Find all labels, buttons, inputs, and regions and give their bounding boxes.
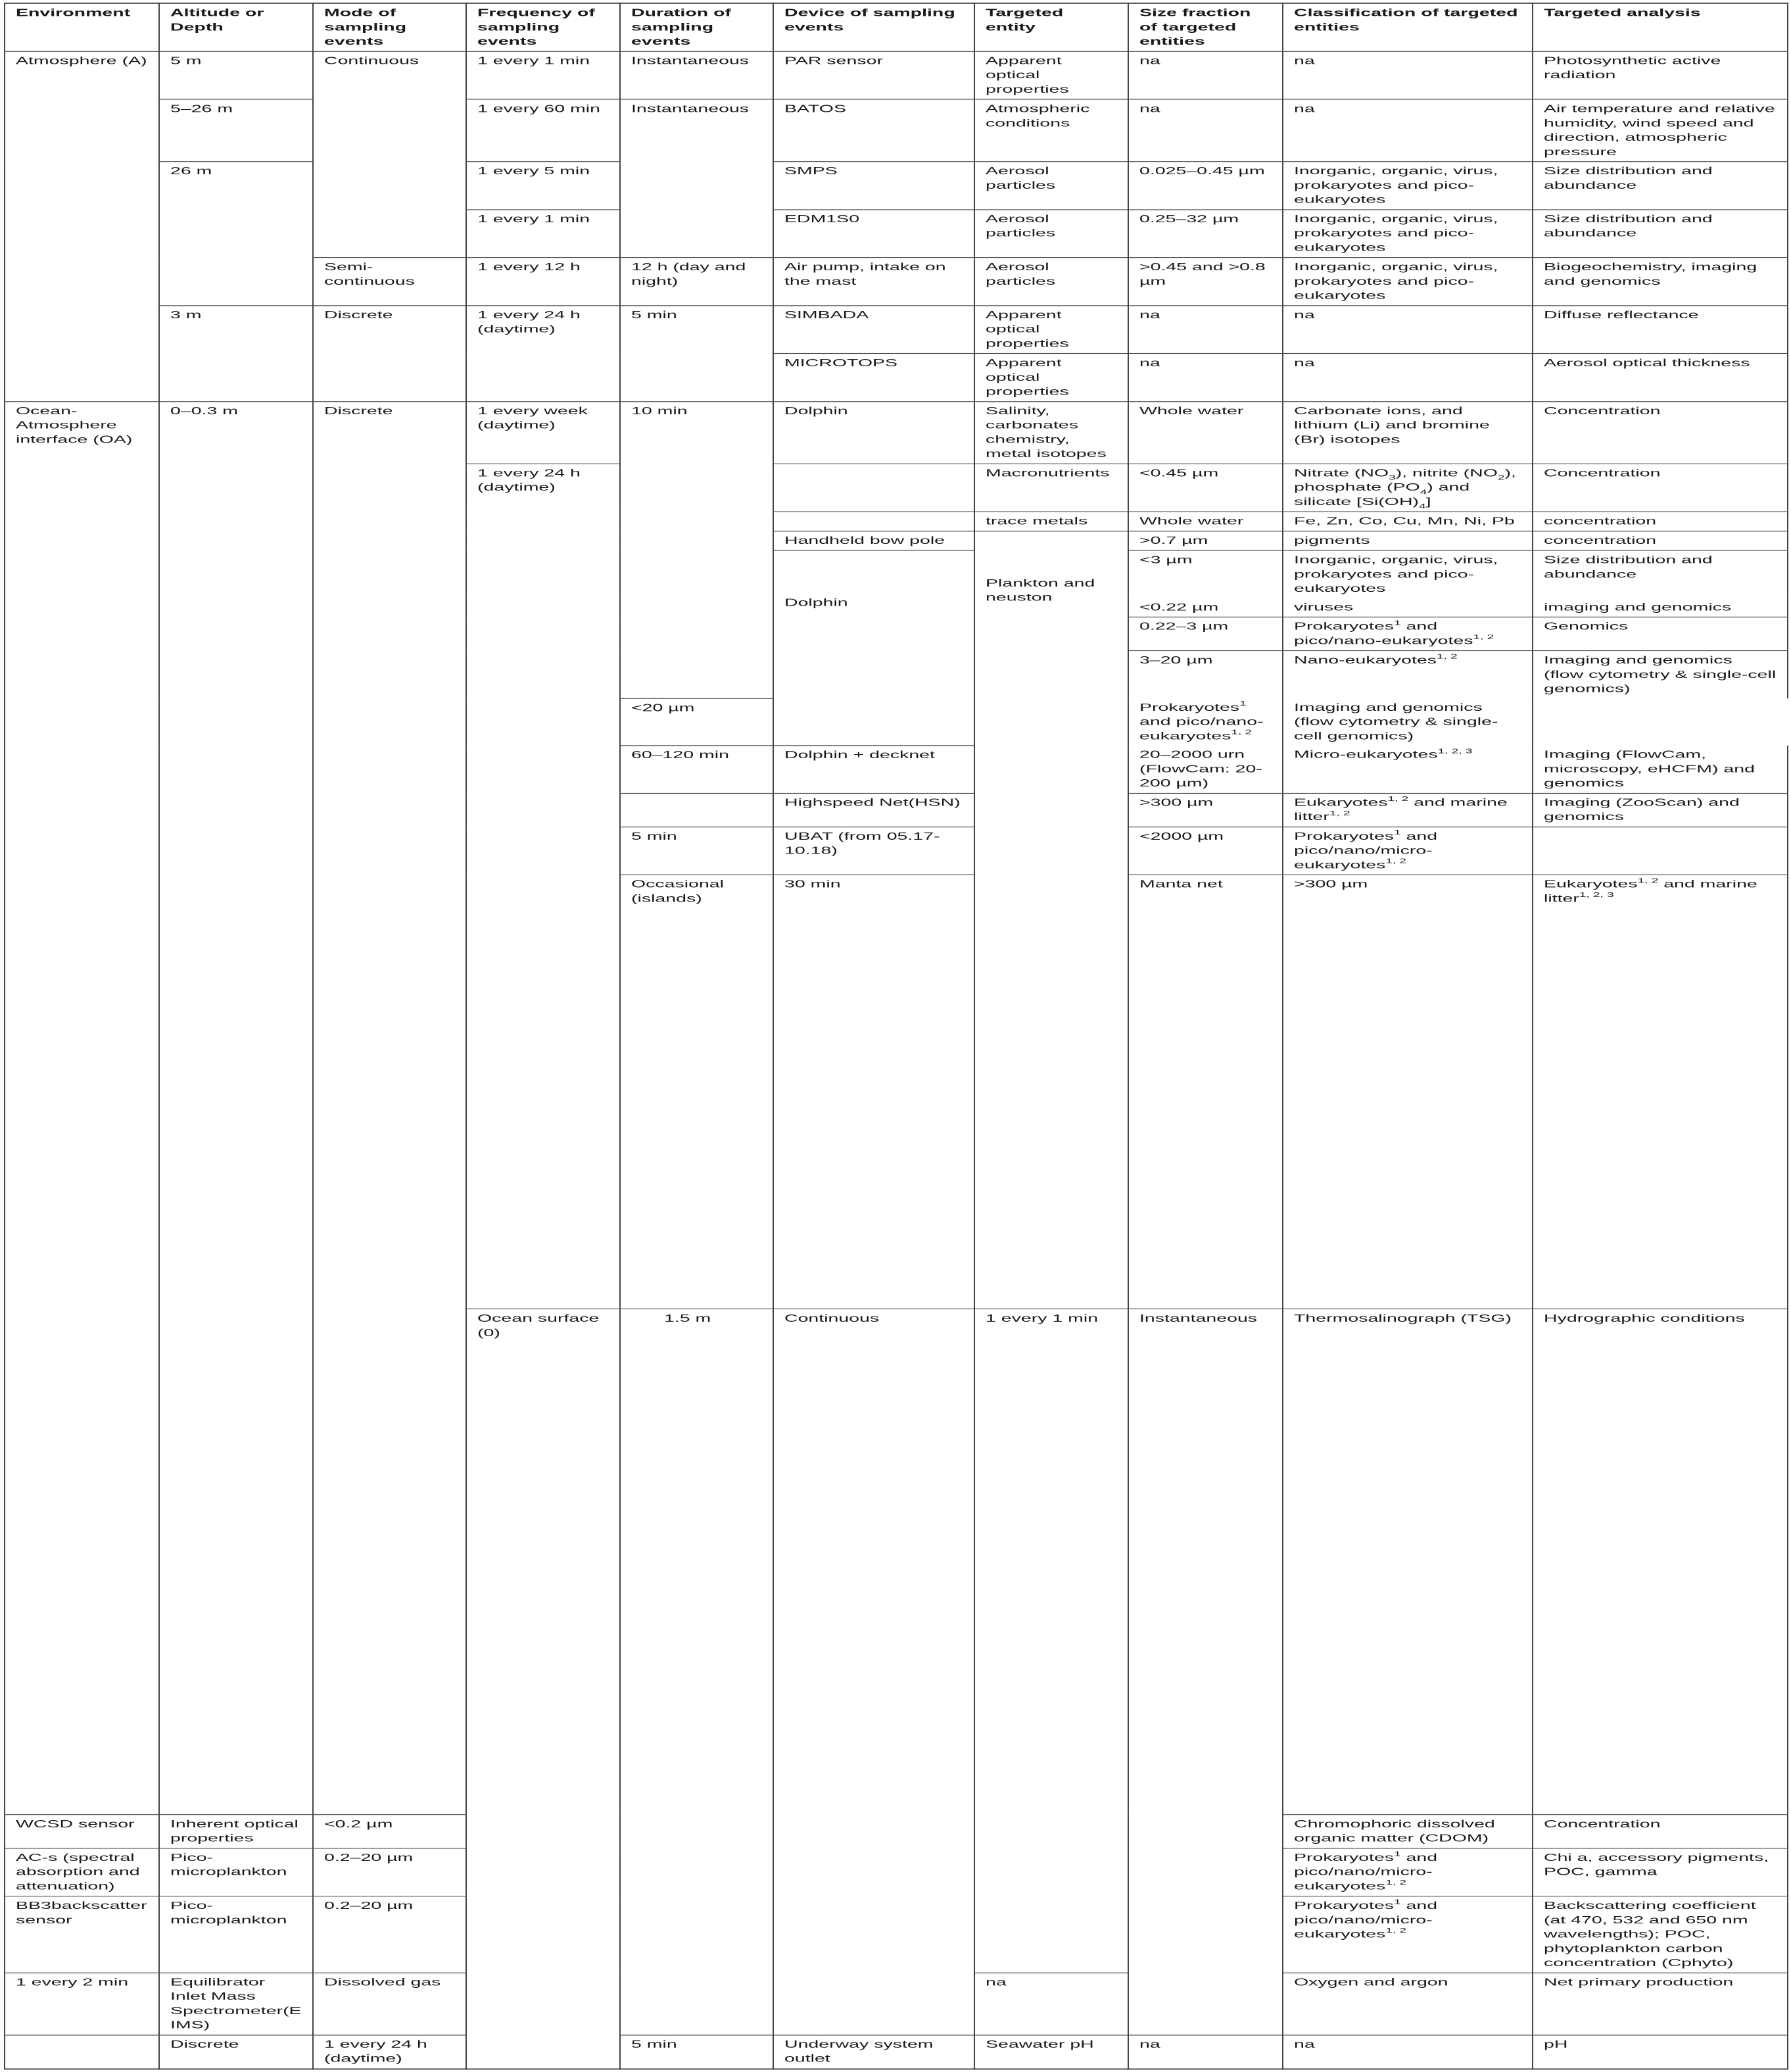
cell-classification bbox=[1128, 698, 1283, 746]
cell-size: <0.22 µm bbox=[1128, 598, 1283, 617]
cell-entity: Aerosol particles bbox=[974, 210, 1128, 258]
cell-classification: Inorganic, organic, virus, prokaryotes and pico-eukaryotes bbox=[1283, 258, 1533, 306]
cell-size: <3 µm bbox=[1128, 550, 1283, 598]
cell-frequency: 1 every 5 min bbox=[466, 162, 620, 210]
cell-analysis: Imaging and genomics (flow cytometry & single-cell genomics) bbox=[1533, 651, 1788, 698]
footnote-marker: 1 bbox=[1394, 829, 1401, 836]
table-row bbox=[5, 2035, 1788, 2069]
prok-text: Prokaryotes bbox=[1294, 830, 1395, 842]
cell-frequency: 1 every 1 min bbox=[466, 210, 620, 258]
cell-entity: Hydrographic conditions bbox=[1533, 1309, 1788, 1815]
cell-duration: 60–120 min bbox=[620, 746, 773, 793]
cell-entity: Atmospheric conditions bbox=[974, 99, 1128, 162]
cell-size: 0.025–0.45 µm bbox=[1128, 162, 1283, 210]
silicate-text: silicate [Si(OH) bbox=[1294, 496, 1420, 508]
footnote-marker: 1, 2 bbox=[1329, 809, 1350, 817]
cell-entity: Apparent optical properties bbox=[974, 306, 1128, 354]
cell-frequency: Occasional (islands) bbox=[620, 875, 773, 1309]
cell-device: AC-s (spectral absorption and attenuation) bbox=[5, 1848, 159, 1896]
cell-altitude bbox=[5, 2035, 159, 2069]
cell-environment: Ocean surface (0) bbox=[466, 1309, 620, 2069]
nitrite-text: ), nitrite (NO bbox=[1395, 467, 1498, 479]
cell-analysis: Concentration bbox=[1533, 1814, 1788, 1848]
cell-mode: Discrete bbox=[313, 306, 466, 402]
cell-mode: Semi-continuous bbox=[313, 258, 466, 306]
footnote-marker: 1, 2 bbox=[1385, 1879, 1407, 1887]
cell-entity: Macronutrients bbox=[974, 464, 1128, 512]
cell-classification bbox=[1283, 464, 1533, 512]
cell-classification: Carbonate ions, and lithium (Li) and bromine (Br) isotopes bbox=[1283, 401, 1533, 464]
cell-entity: Pico-microplankton bbox=[159, 1896, 313, 1973]
footnote-marker: 1, 2 bbox=[1437, 652, 1458, 661]
cell-mode: Discrete bbox=[159, 2035, 313, 2069]
cell-entity: Apparent optical properties bbox=[974, 354, 1128, 402]
cell-frequency: 1 every 24 h (daytime) bbox=[466, 306, 620, 402]
prok-text: Prokaryotes bbox=[1139, 701, 1240, 713]
cell-altitude: 26 m bbox=[159, 162, 313, 306]
cell-mode: Continuous bbox=[313, 51, 466, 258]
cell-size: >0.45 and >0.8 µm bbox=[1128, 258, 1283, 306]
cell-classification bbox=[1283, 617, 1533, 650]
and-text: ) and bbox=[1427, 481, 1470, 494]
cell-size: >300 µm bbox=[1128, 793, 1283, 827]
cell-size: <0.2 µm bbox=[313, 1814, 466, 1848]
cell-entity: Salinity, carbonates chemistry, metal isotopes bbox=[974, 401, 1128, 464]
cell-frequency: 1 every 24 h (daytime) bbox=[313, 2035, 466, 2069]
cell-analysis: Aerosol optical thickness bbox=[1533, 354, 1788, 402]
cell-classification bbox=[1283, 746, 1533, 793]
footnote-marker: 1, 2 bbox=[1473, 633, 1494, 641]
and-picnano-text: and pico/nano-eukaryotes bbox=[1139, 715, 1264, 742]
cell-device: Thermosalinograph (TSG) bbox=[1283, 1309, 1533, 1815]
cell-size: 3–20 µm bbox=[1128, 651, 1283, 698]
table-wrapper bbox=[4, 3, 1787, 2069]
cell-size: Whole water bbox=[1128, 512, 1283, 531]
cell-device: Underway system outlet bbox=[773, 2035, 974, 2069]
table-row bbox=[5, 401, 1788, 464]
cell-size: na bbox=[1128, 354, 1283, 402]
cell-device: Dolphin bbox=[773, 550, 974, 746]
cell-duration: Instantaneous bbox=[1128, 1309, 1283, 2035]
cell-classification bbox=[1283, 1848, 1533, 1896]
cell-size: 20–2000 urn (FlowCam: 20-200 µm) bbox=[1128, 746, 1283, 793]
cell-classification: na bbox=[1283, 306, 1533, 354]
header-size: Size fraction of targeted entities bbox=[1128, 3, 1283, 51]
table-row bbox=[5, 162, 1788, 210]
cell-duration: Instantaneous bbox=[620, 51, 773, 99]
header-row bbox=[5, 3, 1788, 51]
cell-device: BATOS bbox=[773, 99, 974, 162]
cell-entity: Dissolved gas bbox=[313, 1973, 466, 2035]
nitrate-text: Nitrate (NO bbox=[1294, 467, 1389, 479]
cell-size: 0.25–32 µm bbox=[1128, 210, 1283, 258]
cell-entity: trace metals bbox=[974, 512, 1128, 531]
prok-text: Prokaryotes bbox=[1294, 620, 1395, 633]
cell-frequency: 1 every 12 h bbox=[466, 258, 620, 306]
cell-size: na bbox=[974, 1973, 1128, 2035]
cell-duration bbox=[620, 793, 773, 827]
cell-analysis: Concentration bbox=[1533, 401, 1788, 464]
cell-size: na bbox=[1128, 99, 1283, 162]
cell-analysis: Chi a, accessory pigments, POC, gamma bbox=[1533, 1848, 1788, 1896]
cell-analysis: Backscattering coefficient (at 470, 532 and 650 nm wavelengths); POC, phytoplankton carbon concentration (Cphyto) bbox=[1533, 1896, 1788, 1973]
cell-altitude: 3 m bbox=[159, 306, 313, 402]
cell-duration: 5 min bbox=[620, 2035, 773, 2069]
prok-text: Prokaryotes bbox=[1294, 1900, 1395, 1912]
cell-size: >0.7 µm bbox=[1128, 531, 1283, 550]
cell-size: <20 µm bbox=[620, 698, 773, 746]
cell-analysis: Diffuse reflectance bbox=[1533, 306, 1788, 354]
cell-classification: Inorganic, organic, virus, prokaryotes and pico-eukaryotes bbox=[1283, 162, 1533, 210]
header-environment: Environment bbox=[5, 3, 159, 51]
euk-text: Eukaryotes bbox=[1544, 878, 1638, 890]
cell-device: Air pump, intake on the mast bbox=[773, 258, 974, 306]
cell-entity: Aerosol particles bbox=[974, 162, 1128, 210]
cell-analysis: Size distribution and abundance bbox=[1533, 210, 1788, 258]
cell-classification: pigments bbox=[1283, 531, 1533, 550]
footnote-marker: 1 bbox=[1394, 619, 1401, 627]
table-row bbox=[5, 306, 1788, 354]
cell-device: EDM1S0 bbox=[773, 210, 974, 258]
cell-classification bbox=[1283, 1896, 1533, 1973]
cell-size: >300 µm bbox=[1283, 875, 1533, 1309]
cell-classification: viruses bbox=[1283, 598, 1533, 617]
header-analysis: Targeted analysis bbox=[1533, 3, 1788, 51]
cell-classification bbox=[1283, 793, 1533, 827]
cell-classification bbox=[1283, 651, 1533, 698]
subscript: 2 bbox=[1497, 473, 1505, 482]
header-classification: Classification of targeted entities bbox=[1283, 3, 1533, 51]
footnote-marker: 1 bbox=[1394, 1898, 1401, 1906]
cell-altitude: 0–0.3 m bbox=[159, 401, 313, 1814]
cell-analysis: Size distribution and abundance bbox=[1533, 550, 1788, 598]
and-picnanomicro-text: and pico/nano/micro-eukaryotes bbox=[1294, 1900, 1438, 1940]
footnote-marker: 1, 2, 3 bbox=[1437, 747, 1473, 755]
cell-analysis: Concentration bbox=[1533, 464, 1788, 512]
cell-size: 0.2–20 µm bbox=[313, 1896, 466, 1973]
cell-frequency: 1 every week (daytime) bbox=[466, 401, 620, 464]
cell-classification: Inorganic, organic, virus, prokaryotes and pico-eukaryotes bbox=[1283, 210, 1533, 258]
litter-text: and marine litter bbox=[1544, 878, 1757, 905]
cell-mode: Discrete bbox=[313, 401, 466, 1814]
cell-classification: na bbox=[1283, 51, 1533, 99]
cell-altitude: 5–26 m bbox=[159, 99, 313, 162]
cell-device: Manta net bbox=[1128, 875, 1283, 1309]
cell-duration: 5 min bbox=[620, 306, 773, 402]
cell-entity: Plankton and neuston bbox=[974, 531, 1128, 1309]
cell-mode: Continuous bbox=[773, 1309, 974, 2035]
footnote-marker: 1, 2 bbox=[1385, 1927, 1407, 1935]
cell-entity: Aerosol particles bbox=[974, 258, 1128, 306]
cell-entity: Pico-microplankton bbox=[159, 1848, 313, 1896]
cell-classification: na bbox=[1283, 99, 1533, 162]
cell-environment: Atmosphere (A) bbox=[5, 51, 159, 401]
cell-entity: Seawater pH bbox=[974, 2035, 1128, 2069]
cell-duration: 12 h (day and night) bbox=[620, 258, 773, 306]
cell-frequency: 1 every 1 min bbox=[974, 1309, 1128, 1973]
cell-analysis: concentration bbox=[1533, 531, 1788, 550]
footnote-marker: 1, 2 bbox=[1637, 877, 1659, 884]
cell-frequency: 1 every 60 min bbox=[466, 99, 620, 162]
microeuk-text: Micro-eukaryotes bbox=[1294, 748, 1438, 761]
table-row bbox=[5, 51, 1788, 99]
euk-text: Eukaryotes bbox=[1294, 796, 1388, 809]
table-row bbox=[5, 99, 1788, 162]
cell-size: na bbox=[1128, 306, 1283, 354]
cell-analysis: imaging and genomics bbox=[1533, 598, 1788, 617]
cell-altitude: 5 m bbox=[159, 51, 313, 99]
cell-classification: Fe, Zn, Co, Cu, Mn, Ni, Pb bbox=[1283, 512, 1533, 531]
footnote-marker: 1, 2 bbox=[1385, 857, 1407, 865]
cell-analysis: Imaging (FlowCam, microscopy, eHCFM) and genomics bbox=[1533, 746, 1788, 793]
cell-classification: Oxygen and argon bbox=[1283, 1973, 1533, 2035]
cell-classification: Chromophoric dissolved organic matter (CDOM) bbox=[1283, 1814, 1533, 1848]
phosphate-text: ), phosphate (PO bbox=[1294, 467, 1516, 494]
cell-size: na bbox=[1128, 51, 1283, 99]
header-duration: Duration of sampling events bbox=[620, 3, 773, 51]
cell-device: UBAT (from 05.17-10.18) bbox=[773, 827, 974, 875]
header-entity: Targeted entity bbox=[974, 3, 1128, 51]
and-picnano-text: and pico/nano-eukaryotes bbox=[1294, 620, 1473, 647]
cell-classification bbox=[1533, 875, 1788, 1309]
footnote-marker: 1, 2 bbox=[1231, 728, 1253, 736]
cell-analysis: Biogeochemistry, imaging and genomics bbox=[1533, 258, 1788, 306]
cell-size: <0.45 µm bbox=[1128, 464, 1283, 512]
header-altitude: Altitude or Depth bbox=[159, 3, 313, 51]
litter-text: and marine litter bbox=[1294, 796, 1508, 823]
cell-device: SIMBADA bbox=[773, 306, 974, 354]
cell-analysis: Air temperature and relative humidity, wind speed and direction, atmospheric pressure bbox=[1533, 99, 1788, 162]
footnote-marker: 1 bbox=[1394, 1850, 1401, 1858]
subscript: 4 bbox=[1419, 502, 1426, 511]
cell-frequency: 1 every 2 min bbox=[5, 1973, 159, 2035]
cell-analysis: Imaging and genomics (flow cytometry & single-cell genomics) bbox=[1283, 698, 1533, 746]
cell-size: 0.2–20 µm bbox=[313, 1848, 466, 1896]
cell-size: Whole water bbox=[1128, 401, 1283, 464]
cell-device: BB3backscatter sensor bbox=[5, 1896, 159, 1973]
cell-entity: Apparent optical properties bbox=[974, 51, 1128, 99]
cell-classification: na bbox=[1283, 354, 1533, 402]
cell-frequency: 1 every 1 min bbox=[466, 51, 620, 99]
cell-frequency: 1 every 24 h (daytime) bbox=[466, 464, 620, 1309]
cell-device: Equilibrator Inlet Mass Spectrometer(EIMS) bbox=[159, 1973, 313, 2035]
sampling-table bbox=[4, 3, 1788, 2069]
header-mode: Mode of sampling events bbox=[313, 3, 466, 51]
cell-analysis: Net primary production bbox=[1533, 1973, 1788, 2035]
cell-analysis: concentration bbox=[1533, 512, 1788, 531]
header-frequency: Frequency of sampling events bbox=[466, 3, 620, 51]
cell-duration: 5 min bbox=[620, 827, 773, 875]
cell-entity: Inherent optical properties bbox=[159, 1814, 313, 1848]
cell-device: Dolphin bbox=[773, 401, 974, 464]
cell-analysis: Size distribution and abundance bbox=[1533, 162, 1788, 210]
cell-duration: 30 min bbox=[773, 875, 974, 1309]
cell-device: PAR sensor bbox=[773, 51, 974, 99]
silicate-end-text: ] bbox=[1425, 496, 1431, 508]
cell-size: <2000 µm bbox=[1128, 827, 1283, 875]
subscript: 4 bbox=[1420, 488, 1427, 496]
and-picnanomicro-text: and pico/nano/micro-eukaryotes bbox=[1294, 1852, 1438, 1892]
nanoeuk-text: Nano-eukaryotes bbox=[1294, 654, 1437, 666]
cell-altitude: 1.5 m bbox=[620, 1309, 773, 2035]
cell-classification bbox=[1283, 827, 1533, 875]
prok-text: Prokaryotes bbox=[1294, 1852, 1395, 1864]
cell-device: WCSD sensor bbox=[5, 1814, 159, 1848]
cell-device: SMPS bbox=[773, 162, 974, 210]
cell-analysis: Imaging (ZooScan) and genomics bbox=[1533, 793, 1788, 827]
cell-device: MICROTOPS bbox=[773, 354, 974, 402]
cell-analysis bbox=[1533, 827, 1788, 875]
cell-duration: Instantaneous bbox=[620, 99, 773, 258]
cell-size: na bbox=[1128, 2035, 1283, 2069]
cell-device: Handheld bow pole bbox=[773, 531, 974, 550]
cell-size: 0.22–3 µm bbox=[1128, 617, 1283, 650]
cell-device: Dolphin + decknet bbox=[773, 746, 974, 793]
cell-device: Highspeed Net(HSN) bbox=[773, 793, 974, 827]
cell-analysis: Photosynthetic active radiation bbox=[1533, 51, 1788, 99]
cell-analysis: Genomics bbox=[1533, 617, 1788, 650]
footnote-marker: 1, 2 bbox=[1387, 795, 1409, 803]
cell-device bbox=[773, 512, 974, 531]
and-picnanomicro-text: and pico/nano/micro-eukaryotes bbox=[1294, 830, 1438, 871]
header-device: Device of sampling events bbox=[773, 3, 974, 51]
cell-classification: na bbox=[1283, 2035, 1533, 2069]
footnote-marker: 1, 2, 3 bbox=[1579, 891, 1614, 899]
cell-duration: 10 min bbox=[620, 401, 773, 698]
footnote-marker: 1 bbox=[1239, 700, 1247, 708]
subscript: 3 bbox=[1389, 473, 1396, 482]
cell-classification: Inorganic, organic, virus, prokaryotes and pico-eukaryotes bbox=[1283, 550, 1533, 598]
cell-analysis: pH bbox=[1533, 2035, 1788, 2069]
cell-device bbox=[773, 464, 974, 512]
cell-environment: Ocean-Atmosphere interface (OA) bbox=[5, 401, 159, 1814]
